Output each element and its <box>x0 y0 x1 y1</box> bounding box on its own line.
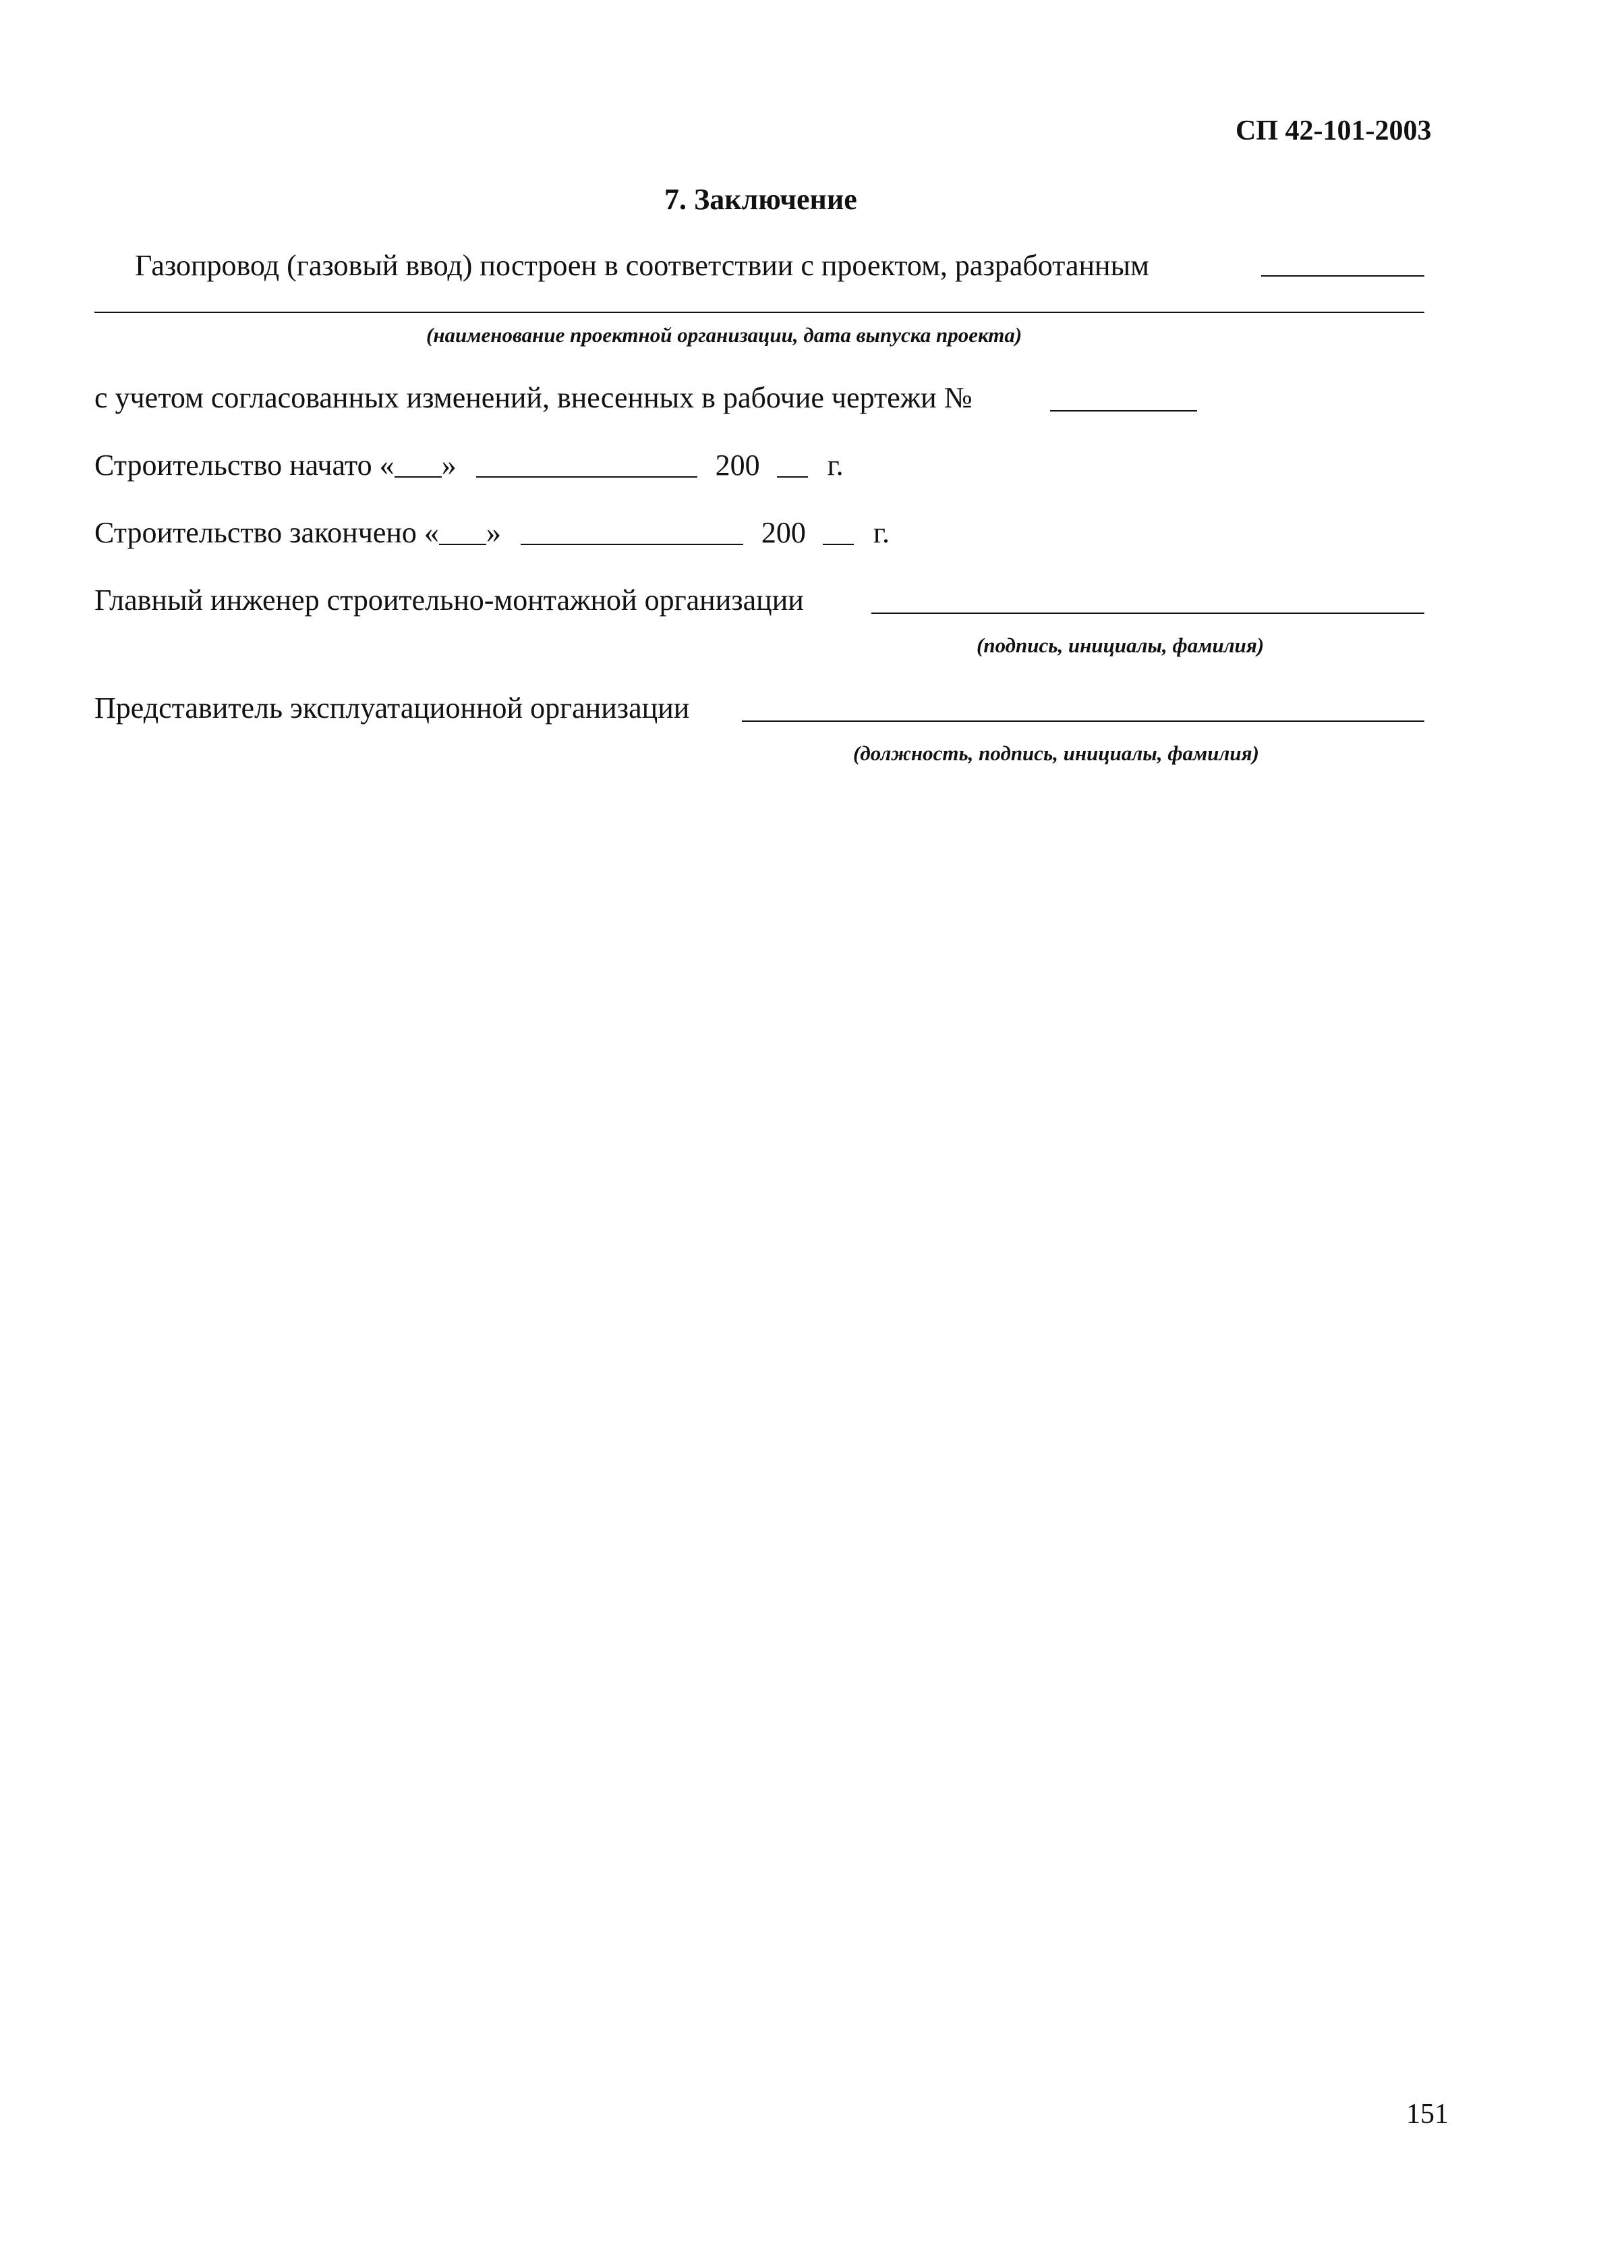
started-year-suffix: г. <box>827 449 844 482</box>
finished-year-field[interactable] <box>823 544 854 545</box>
built-per-project-text: Газопровод (газовый ввод) построен в соответствии с проектом, разработанным <box>135 249 1149 282</box>
finished-year-prefix: 200 <box>761 516 806 549</box>
finished-year-suffix: г. <box>873 516 890 549</box>
operator-signature-field[interactable] <box>742 720 1424 722</box>
section-title: 7. Заключение <box>664 183 857 216</box>
operator-representative-label: Представитель эксплуатационной организации <box>94 691 690 725</box>
chief-engineer-caption: (подпись, инициалы, фамилия) <box>977 633 1265 657</box>
started-day-field[interactable] <box>395 476 442 478</box>
chief-engineer-label: Главный инженер строительно-монтажной организации <box>94 584 804 617</box>
document-code: СП 42-101-2003 <box>1236 115 1432 146</box>
operator-caption: (должность, подпись, инициалы, фамилия) <box>853 741 1259 765</box>
chief-engineer-line <box>94 583 804 618</box>
operator-representative-line <box>94 691 689 726</box>
construction-finished-line <box>94 515 890 550</box>
started-quote-close: » <box>441 449 457 482</box>
built-per-project-line <box>135 248 1149 283</box>
started-year-field[interactable] <box>777 476 808 478</box>
finished-day-field[interactable] <box>439 544 486 545</box>
finished-month-field[interactable] <box>521 544 743 545</box>
construction-started-label: Строительство начато « <box>94 449 395 482</box>
project-org-caption: (наименование проектной организации, дата выпуска проекта) <box>426 323 1022 347</box>
construction-started-line <box>94 448 844 483</box>
project-org-field-short[interactable] <box>1261 275 1424 277</box>
page-number: 151 <box>1406 2099 1449 2130</box>
started-year-prefix: 200 <box>715 449 760 482</box>
finished-quote-close: » <box>486 516 501 549</box>
started-month-field[interactable] <box>476 476 697 478</box>
drawing-changes-line <box>94 380 973 416</box>
project-org-field-full[interactable] <box>94 312 1424 313</box>
chief-engineer-signature-field[interactable] <box>871 613 1424 614</box>
drawing-number-field[interactable] <box>1050 410 1197 412</box>
construction-finished-label: Строительство закончено « <box>94 516 439 549</box>
drawing-changes-text: с учетом согласованных изменений, внесенных в рабочие чертежи № <box>94 381 973 414</box>
